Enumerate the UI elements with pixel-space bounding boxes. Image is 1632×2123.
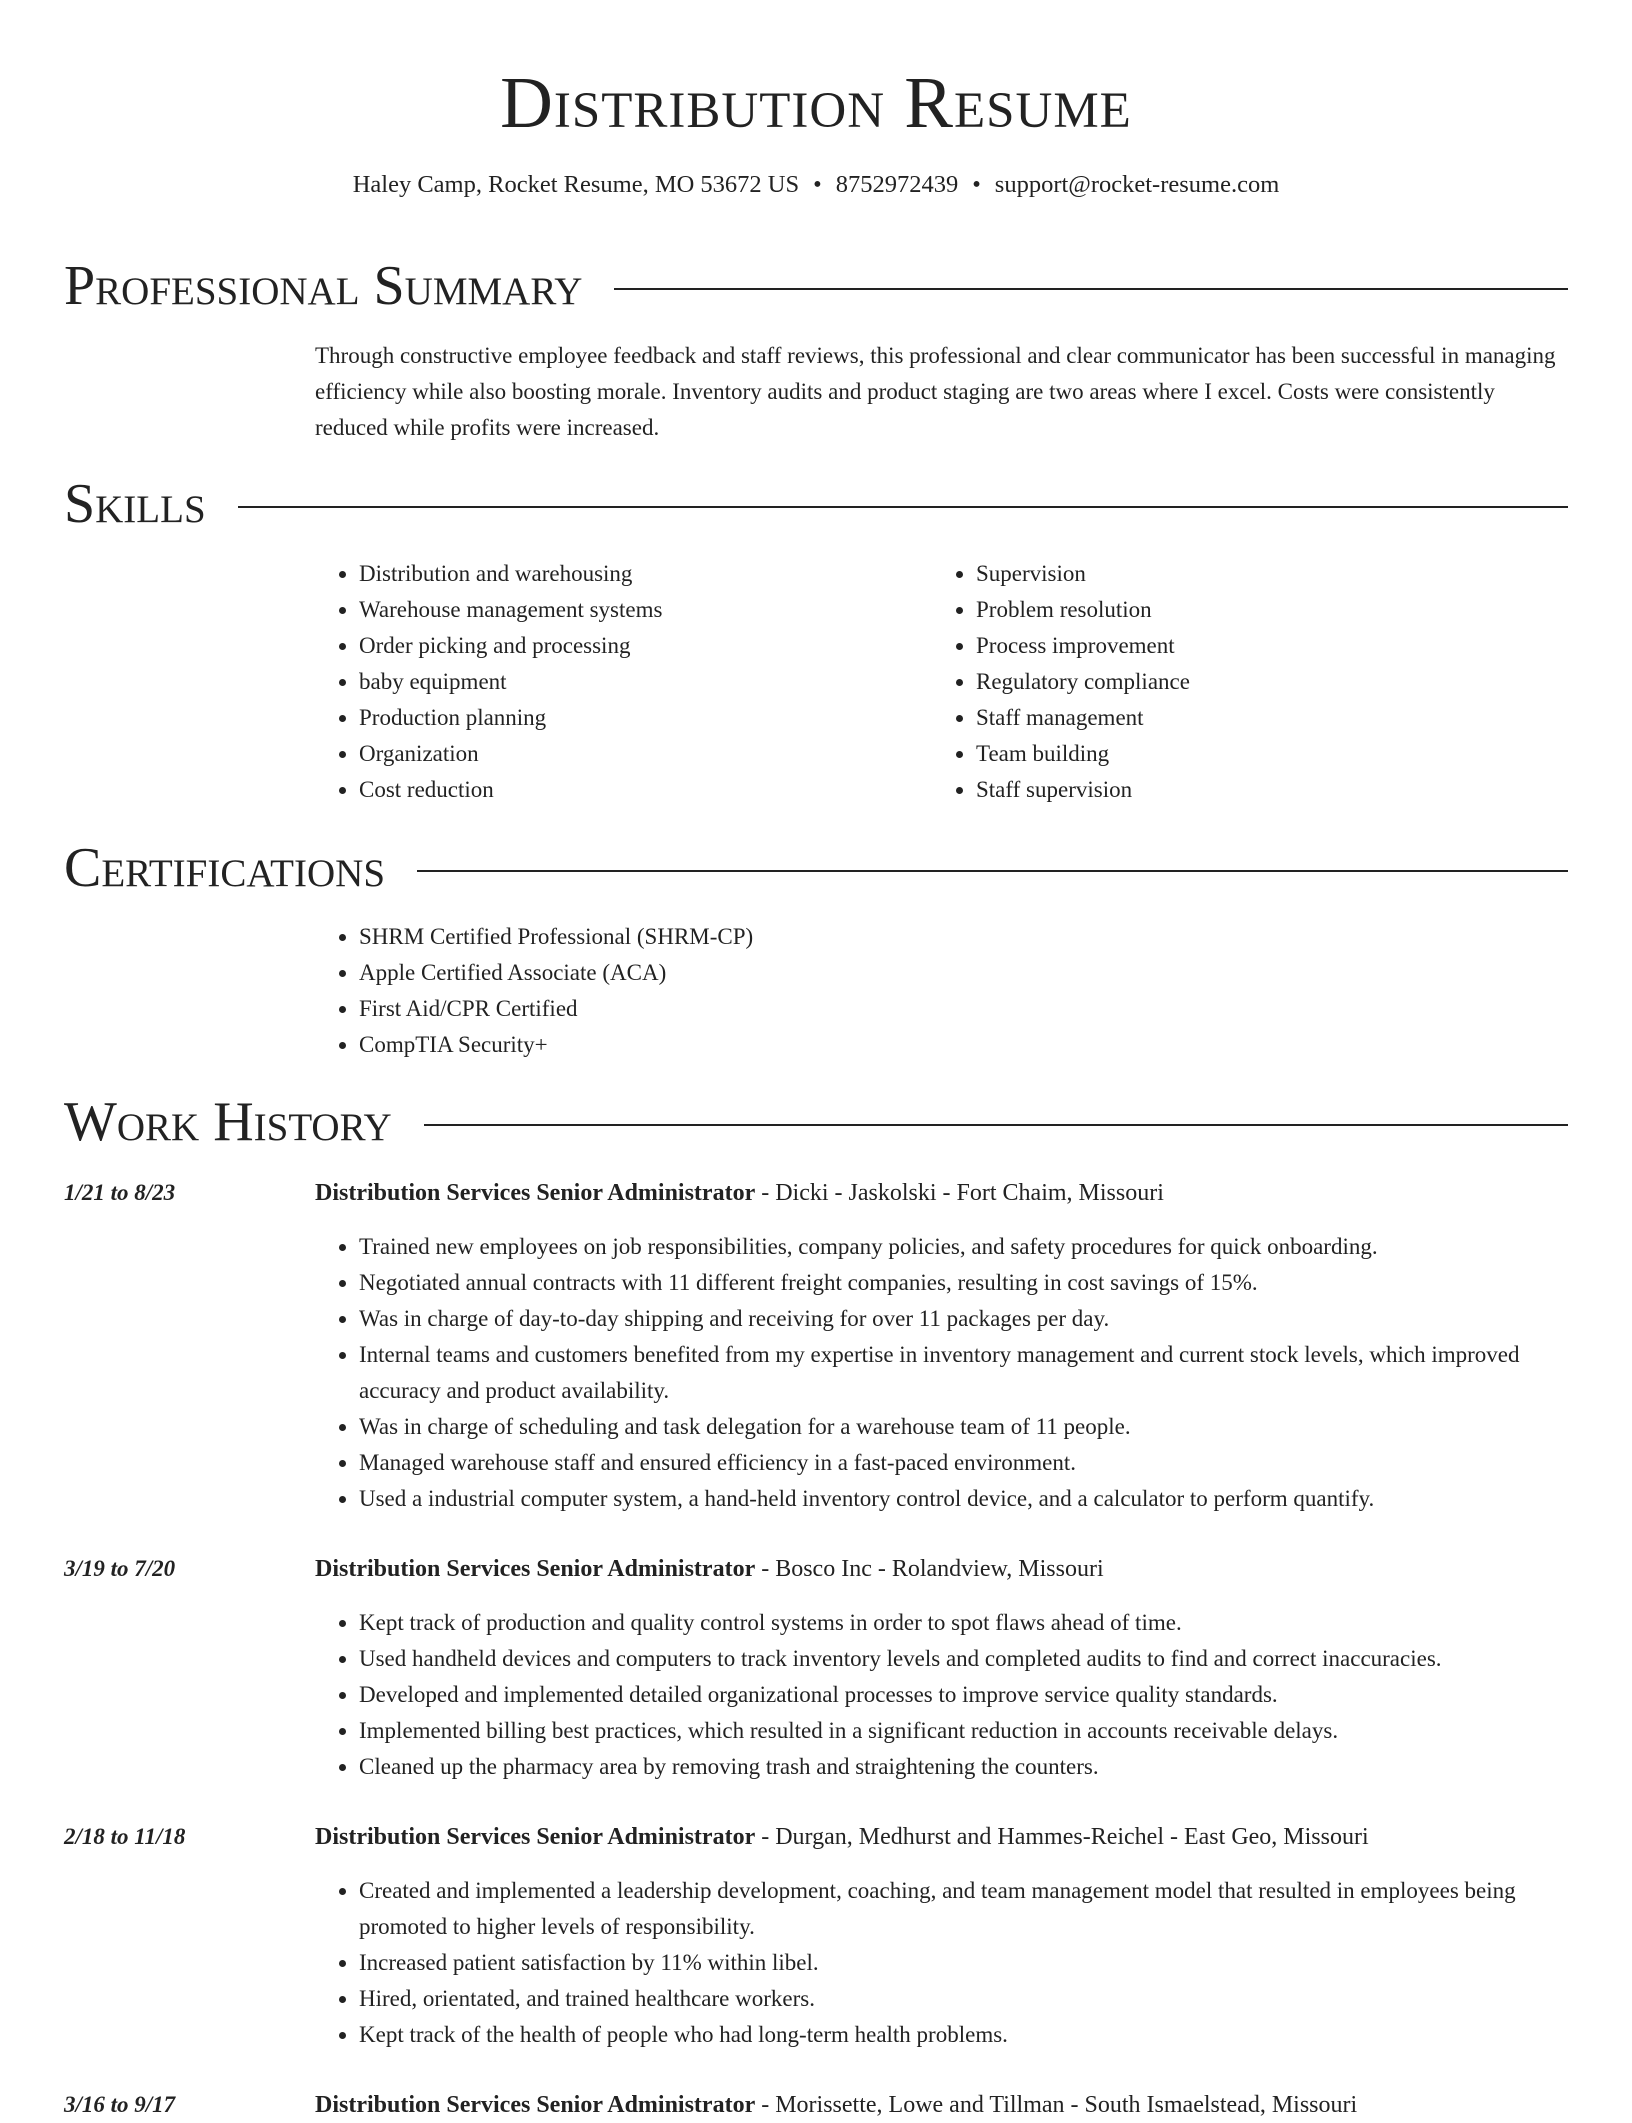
job-title-line — [315, 1175, 1568, 1211]
job-title: Distribution Services Senior Administrator — [315, 2092, 756, 2118]
skill-item: • Process improvement — [976, 628, 1549, 664]
certifications-list — [315, 919, 1568, 1063]
skill-item: • Staff management — [976, 700, 1549, 736]
skill-item: • Team building — [976, 736, 1549, 772]
job-title: Distribution Services Senior Administrator — [315, 1556, 756, 1582]
duty-item: • Kept track of production and quality control systems in order to spot flaws ahead of time. — [359, 1605, 1568, 1641]
contact-separator: • — [972, 171, 981, 198]
duty-item: • Used handheld devices and computers to track inventory levels and completed audits to find and correct inaccuracies. — [359, 1641, 1568, 1677]
job-employer: - Morissette, Lowe and Tillman - South Ismaelstead, Missouri — [755, 2092, 1358, 2118]
job-duties — [315, 1229, 1568, 1517]
duty-item: • Internal teams and customers benefited from my expertise in inventory management and current stock levels, which improved accuracy and product availability. — [359, 1337, 1568, 1409]
summary-heading: Professional Summary — [64, 255, 583, 317]
skill-item: • Organization — [359, 736, 932, 772]
job-title-line — [315, 2087, 1568, 2123]
job-duties — [315, 1605, 1568, 1785]
certification-item: • SHRM Certified Professional (SHRM-CP) — [359, 919, 1568, 955]
contact-address: Haley Camp, Rocket Resume, MO 53672 US — [352, 171, 800, 198]
job-dates: 3/19 to 7/20 — [64, 1556, 176, 1581]
contact-separator: • — [813, 171, 822, 198]
skill-item: • Order picking and processing — [359, 628, 932, 664]
job-employer: - Dicki - Jaskolski - Fort Chaim, Missouri — [755, 1180, 1164, 1206]
summary-text: Through constructive employee feedback and staff reviews, this professional and clear communicator has been successful in managing efficiency while also boosting morale. Inventory audits and product staging are two areas where I excel. Costs were consistently reduced while profits were increased. — [315, 343, 1556, 440]
duty-item: • Trained new employees on job responsibilities, company policies, and safety procedures for quick onboarding. — [359, 1229, 1568, 1265]
certifications-heading: Certifications — [64, 837, 386, 899]
duty-item: • Hired, orientated, and trained healthcare workers. — [359, 1981, 1568, 2017]
skill-item: • Problem resolution — [976, 592, 1549, 628]
duty-item: • Developed and implemented detailed organizational processes to improve service quality standards. — [359, 1677, 1568, 1713]
job-title: Distribution Services Senior Administrator — [315, 1824, 756, 1850]
section-divider — [424, 1124, 1568, 1126]
skills-section-header — [64, 472, 1568, 536]
job-dates: 1/21 to 8/23 — [64, 1180, 176, 1205]
skill-item: • baby equipment — [359, 664, 932, 700]
skill-item: • Supervision — [976, 556, 1549, 592]
duty-item: • Cleaned up the pharmacy area by removing trash and straightening the counters. — [359, 1749, 1568, 1785]
certifications-section-header — [64, 836, 1568, 900]
section-divider — [417, 870, 1568, 872]
duty-item: • Was in charge of scheduling and task delegation for a warehouse team of 11 people. — [359, 1409, 1568, 1445]
duty-item: • Increased patient satisfaction by 11% within libel. — [359, 1945, 1568, 1981]
skill-item: • Warehouse management systems — [359, 592, 932, 628]
certification-item: • Apple Certified Associate (ACA) — [359, 955, 1568, 991]
summary-section-header — [64, 254, 1568, 318]
job-employer: - Durgan, Medhurst and Hammes-Reichel - East Geo, Missouri — [755, 1824, 1369, 1850]
job-dates: 2/18 to 11/18 — [64, 1824, 186, 1849]
skills-list — [315, 556, 1568, 808]
resume-page — [64, 0, 1568, 2118]
duty-item: • Used a industrial computer system, a hand-held inventory control device, and a calculator to perform quantify. — [359, 1481, 1568, 1517]
certification-item: • First Aid/CPR Certified — [359, 991, 1568, 1027]
duty-item: • Created and implemented a leadership development, coaching, and team management model that resulted in employees being promoted to higher levels of responsibility. — [359, 1873, 1568, 1945]
section-divider — [614, 288, 1568, 290]
skills-column-left — [315, 556, 932, 808]
contact-email: support@rocket-resume.com — [994, 171, 1280, 198]
skill-item: • Staff supervision — [976, 772, 1549, 808]
work-history-section-header — [64, 1090, 1568, 1154]
skill-item: • Cost reduction — [359, 772, 932, 808]
resume-title: Distribution Resume — [500, 62, 1132, 143]
job-title-line — [315, 1551, 1568, 1587]
skill-item: • Regulatory compliance — [976, 664, 1549, 700]
job-employer: - Bosco Inc - Rolandview, Missouri — [755, 1556, 1104, 1582]
duty-item: • Negotiated annual contracts with 11 different freight companies, resulting in cost savings of 15%. — [359, 1265, 1568, 1301]
job-title: Distribution Services Senior Administrator — [315, 1180, 756, 1206]
certification-item: • CompTIA Security+ — [359, 1027, 1568, 1063]
work-history-heading: Work History — [64, 1091, 392, 1153]
skills-column-right — [932, 556, 1549, 808]
duty-item: • Managed warehouse staff and ensured efficiency in a fast-paced environment. — [359, 1445, 1568, 1481]
duty-item: • Was in charge of day-to-day shipping and receiving for over 11 packages per day. — [359, 1301, 1568, 1337]
section-divider — [238, 506, 1568, 508]
skill-item: • Distribution and warehousing — [359, 556, 932, 592]
contact-line — [64, 170, 1568, 200]
contact-phone: 8752972439 — [835, 171, 959, 198]
skills-heading: Skills — [64, 473, 206, 535]
job-title-line — [315, 1819, 1568, 1855]
skill-item: • Production planning — [359, 700, 932, 736]
job-dates: 3/16 to 9/17 — [64, 2092, 176, 2117]
duty-item: • Implemented billing best practices, which resulted in a significant reduction in accounts receivable delays. — [359, 1713, 1568, 1749]
job-duties — [315, 1873, 1568, 2053]
duty-item: • Kept track of the health of people who had long-term health problems. — [359, 2017, 1568, 2053]
